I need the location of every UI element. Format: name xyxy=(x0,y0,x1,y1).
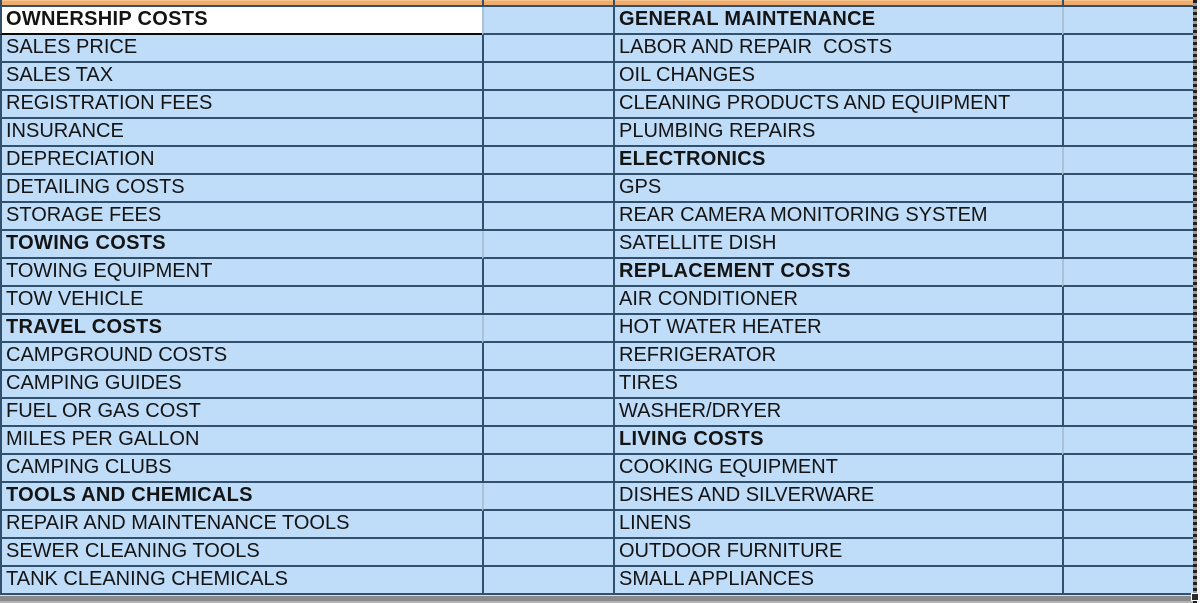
right-label-cell[interactable]: CLEANING PRODUCTS AND EQUIPMENT xyxy=(613,91,1062,119)
left-value-cell[interactable] xyxy=(482,147,613,175)
right-value-cell[interactable] xyxy=(1062,147,1193,175)
right-label-cell[interactable]: AIR CONDITIONER xyxy=(613,287,1062,315)
right-label-cell[interactable]: LABOR AND REPAIR COSTS xyxy=(613,35,1062,63)
right-label-cell[interactable]: REAR CAMERA MONITORING SYSTEM xyxy=(613,203,1062,231)
left-label-cell[interactable]: DETAILING COSTS xyxy=(0,175,482,203)
left-label-cell[interactable]: DEPRECIATION xyxy=(0,147,482,175)
left-label-cell[interactable]: CAMPING GUIDES xyxy=(0,371,482,399)
right-value-cell[interactable] xyxy=(1062,63,1193,91)
left-value-cell[interactable] xyxy=(482,399,613,427)
right-label-cell[interactable]: HOT WATER HEATER xyxy=(613,315,1062,343)
left-label-cell[interactable]: REGISTRATION FEES xyxy=(0,91,482,119)
left-value-cell[interactable] xyxy=(482,91,613,119)
bottom-partial-row xyxy=(0,595,1193,603)
table-row xyxy=(0,567,1193,595)
right-label-cell[interactable]: GENERAL MAINTENANCE xyxy=(613,7,1062,35)
table-row xyxy=(0,175,1193,203)
left-label-cell[interactable]: MILES PER GALLON xyxy=(0,427,482,455)
right-value-cell[interactable] xyxy=(1062,539,1193,567)
right-value-cell[interactable] xyxy=(1062,315,1193,343)
right-value-cell[interactable] xyxy=(1062,483,1193,511)
right-value-cell[interactable] xyxy=(1062,427,1193,455)
left-value-cell[interactable] xyxy=(482,259,613,287)
right-label-cell[interactable]: OIL CHANGES xyxy=(613,63,1062,91)
right-label-cell[interactable]: LIVING COSTS xyxy=(613,427,1062,455)
left-value-cell[interactable] xyxy=(482,539,613,567)
left-value-cell[interactable] xyxy=(482,343,613,371)
left-label-cell[interactable]: TOWING COSTS xyxy=(0,231,482,259)
left-label-cell[interactable]: OWNERSHIP COSTS xyxy=(0,7,482,35)
left-value-cell[interactable] xyxy=(482,175,613,203)
right-value-cell[interactable] xyxy=(1062,455,1193,483)
right-label-cell[interactable]: REPLACEMENT COSTS xyxy=(613,259,1062,287)
left-value-cell[interactable] xyxy=(482,203,613,231)
table-row xyxy=(0,91,1193,119)
left-label-cell[interactable]: INSURANCE xyxy=(0,119,482,147)
left-value-cell[interactable] xyxy=(482,427,613,455)
right-value-cell[interactable] xyxy=(1062,511,1193,539)
left-value-cell[interactable] xyxy=(482,455,613,483)
right-value-cell[interactable] xyxy=(1062,175,1193,203)
right-value-cell[interactable] xyxy=(1062,259,1193,287)
costs-table xyxy=(0,5,1193,595)
right-label-cell[interactable]: OUTDOOR FURNITURE xyxy=(613,539,1062,567)
table-row xyxy=(0,63,1193,91)
left-value-cell[interactable] xyxy=(482,315,613,343)
right-value-cell[interactable] xyxy=(1062,91,1193,119)
table-row xyxy=(0,147,1193,175)
left-label-cell[interactable]: TRAVEL COSTS xyxy=(0,315,482,343)
right-value-cell[interactable] xyxy=(1062,231,1193,259)
table-row xyxy=(0,7,1193,35)
right-label-cell[interactable]: SMALL APPLIANCES xyxy=(613,567,1062,595)
right-value-cell[interactable] xyxy=(1062,7,1193,35)
right-value-cell[interactable] xyxy=(1062,399,1193,427)
right-value-cell[interactable] xyxy=(1062,119,1193,147)
table-row xyxy=(0,399,1193,427)
table-row xyxy=(0,315,1193,343)
top-partial-cell xyxy=(1062,0,1193,5)
table-row xyxy=(0,119,1193,147)
right-label-cell[interactable]: TIRES xyxy=(613,371,1062,399)
left-label-cell[interactable]: SALES TAX xyxy=(0,63,482,91)
table-row xyxy=(0,427,1193,455)
left-value-cell[interactable] xyxy=(482,63,613,91)
right-value-cell[interactable] xyxy=(1062,371,1193,399)
table-row xyxy=(0,371,1193,399)
right-value-cell[interactable] xyxy=(1062,203,1193,231)
fill-handle[interactable] xyxy=(1191,593,1199,601)
left-value-cell[interactable] xyxy=(482,119,613,147)
left-value-cell[interactable] xyxy=(482,35,613,63)
left-label-cell[interactable]: CAMPING CLUBS xyxy=(0,455,482,483)
table-row xyxy=(0,231,1193,259)
left-label-cell[interactable]: TANK CLEANING CHEMICALS xyxy=(0,567,482,595)
top-partial-cell xyxy=(482,0,613,5)
left-label-cell[interactable]: TOWING EQUIPMENT xyxy=(0,259,482,287)
right-label-cell[interactable]: WASHER/DRYER xyxy=(613,399,1062,427)
left-label-cell[interactable]: FUEL OR GAS COST xyxy=(0,399,482,427)
table-row xyxy=(0,259,1193,287)
table-row xyxy=(0,511,1193,539)
right-label-cell[interactable]: PLUMBING REPAIRS xyxy=(613,119,1062,147)
table-row xyxy=(0,539,1193,567)
left-label-cell[interactable]: CAMPGROUND COSTS xyxy=(0,343,482,371)
right-value-cell[interactable] xyxy=(1062,567,1193,595)
left-label-cell[interactable]: SEWER CLEANING TOOLS xyxy=(0,539,482,567)
left-value-cell[interactable] xyxy=(482,287,613,315)
table-row xyxy=(0,483,1193,511)
right-label-cell[interactable]: LINENS xyxy=(613,511,1062,539)
left-label-cell[interactable]: REPAIR AND MAINTENANCE TOOLS xyxy=(0,511,482,539)
left-value-cell[interactable] xyxy=(482,511,613,539)
left-label-cell[interactable]: TOW VEHICLE xyxy=(0,287,482,315)
table-row xyxy=(0,35,1193,63)
table-row xyxy=(0,203,1193,231)
left-label-cell[interactable]: STORAGE FEES xyxy=(0,203,482,231)
right-value-cell[interactable] xyxy=(1062,35,1193,63)
top-partial-cell xyxy=(0,0,482,5)
top-partial-row xyxy=(0,0,1193,5)
left-value-cell[interactable] xyxy=(482,567,613,595)
right-label-cell[interactable]: ELECTRONICS xyxy=(613,147,1062,175)
left-value-cell[interactable] xyxy=(482,231,613,259)
right-value-cell[interactable] xyxy=(1062,343,1193,371)
left-value-cell[interactable] xyxy=(482,483,613,511)
left-label-cell[interactable]: SALES PRICE xyxy=(0,35,482,63)
right-label-cell[interactable]: DISHES AND SILVERWARE xyxy=(613,483,1062,511)
table-row xyxy=(0,455,1193,483)
left-value-cell[interactable] xyxy=(482,371,613,399)
right-value-cell[interactable] xyxy=(1062,287,1193,315)
right-label-cell[interactable]: GPS xyxy=(613,175,1062,203)
top-partial-cell xyxy=(613,0,1062,5)
right-label-cell[interactable]: REFRIGERATOR xyxy=(613,343,1062,371)
table-row xyxy=(0,287,1193,315)
left-value-cell[interactable] xyxy=(482,7,613,35)
right-label-cell[interactable]: COOKING EQUIPMENT xyxy=(613,455,1062,483)
left-label-cell[interactable]: TOOLS AND CHEMICALS xyxy=(0,483,482,511)
table-row xyxy=(0,343,1193,371)
right-label-cell[interactable]: SATELLITE DISH xyxy=(613,231,1062,259)
